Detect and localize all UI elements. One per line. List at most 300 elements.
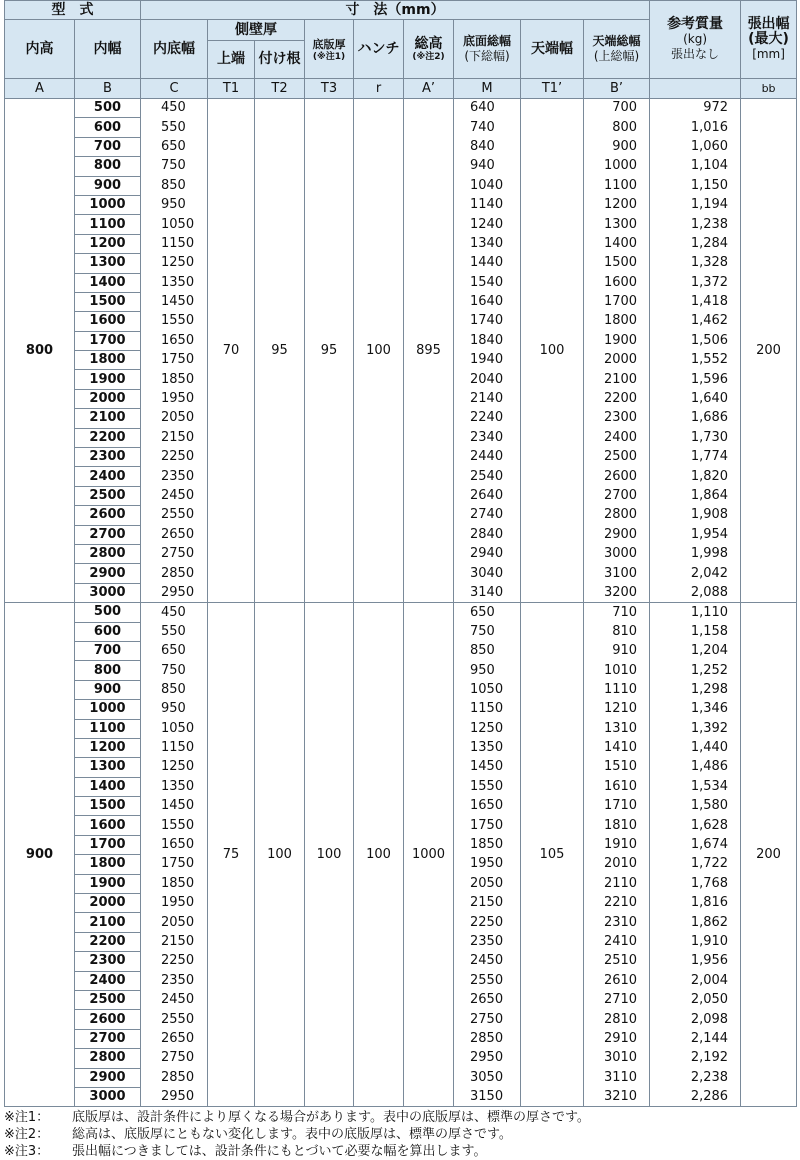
cell-bottom-total-width: 940 [454,157,521,176]
cell-inner-width: 2400 [75,467,141,486]
cell-inner-bottom-width: 1050 [141,719,208,738]
header-overhang [741,1,797,79]
table-row [5,603,797,622]
cell-inner-bottom-width: 1950 [141,389,208,408]
cell-top-total-width: 710 [584,603,650,622]
cell-bottom-total-width: 2740 [454,506,521,525]
cell-mass: 1,954 [650,525,741,544]
cell-inner-width: 1300 [75,254,141,273]
cell-bottom-total-width: 1540 [454,273,521,292]
cell-inner-bottom-width: 2250 [141,952,208,971]
cell-top-total-width: 2100 [584,370,650,389]
cell-bottom-total-width: 2940 [454,544,521,563]
cell-top-total-width: 2910 [584,1029,650,1048]
cell-mass: 1,956 [650,952,741,971]
cell-haunch: 100 [354,603,404,1107]
cell-inner-bottom-width: 2950 [141,583,208,602]
cell-bottom-total-width: 2350 [454,932,521,951]
cell-bottom-total-width: 3150 [454,1087,521,1106]
cell-bottom-total-width: 2240 [454,409,521,428]
cell-inner-width: 2600 [75,1010,141,1029]
cell-top-total-width: 810 [584,622,650,641]
note-3-text: 張出幅につきましては、設計条件にもとづいて必要な幅を算出します。 [72,1144,487,1160]
cell-mass: 1,158 [650,622,741,641]
cell-mass: 972 [650,99,741,118]
cell-bottom-total-width: 2450 [454,952,521,971]
cell-top-total-width: 2210 [584,894,650,913]
cell-mass: 1,628 [650,816,741,835]
note-3-label: ※注3： [4,1144,50,1160]
cell-inner-width: 1600 [75,312,141,331]
cell-inner-width: 1100 [75,215,141,234]
cell-inner-width: 2300 [75,952,141,971]
cell-inner-bottom-width: 650 [141,137,208,156]
header-dimensions: 寸 法（mm） [141,1,650,20]
cell-bottom-total-width: 1950 [454,855,521,874]
cell-inner-bottom-width: 1450 [141,797,208,816]
cell-inner-bottom-width: 2450 [141,486,208,505]
cell-bottom-total-width: 2840 [454,525,521,544]
cell-inner-width: 1500 [75,797,141,816]
cell-inner-bottom-width: 2550 [141,506,208,525]
cell-inner-width: 800 [75,157,141,176]
cell-bottom-total-width: 1850 [454,835,521,854]
header-bottom-total-width-label: 底面総幅 [462,34,511,48]
cell-inner-bottom-width: 1350 [141,777,208,796]
cell-bottom-total-width: 950 [454,661,521,680]
cell-inner-bottom-width: 2250 [141,448,208,467]
cell-bottom-total-width: 3140 [454,583,521,602]
cell-haunch: 100 [354,99,404,603]
cell-inner-width: 1700 [75,835,141,854]
cell-inner-bottom-width: 1750 [141,855,208,874]
cell-mass: 1,104 [650,157,741,176]
cell-top-width: 100 [521,99,584,603]
header-bottom-total-width-sub: (下総幅) [464,49,510,63]
cell-bottom-total-width: 740 [454,118,521,137]
table-body [5,99,797,1107]
cell-inner-bottom-width: 550 [141,118,208,137]
cell-mass: 1,674 [650,835,741,854]
cell-bottom-total-width: 2640 [454,486,521,505]
cell-mass: 1,418 [650,292,741,311]
cell-mass: 1,204 [650,641,741,660]
cell-top-total-width: 1400 [584,234,650,253]
header-mass-unit: (kg) [683,32,708,46]
header-total-height-label: 総高 [414,35,443,52]
sym-mass-blank [650,79,741,99]
cell-top-total-width: 3000 [584,544,650,563]
cell-inner-bottom-width: 1350 [141,273,208,292]
cell-inner-width: 500 [75,99,141,118]
cell-top-total-width: 2600 [584,467,650,486]
cell-inner-width: 2500 [75,486,141,505]
cell-bottom-total-width: 2040 [454,370,521,389]
cell-inner-bottom-width: 1950 [141,894,208,913]
cell-top-total-width: 2500 [584,448,650,467]
cell-inner-width: 1500 [75,292,141,311]
cell-inner-width: 2600 [75,506,141,525]
header-overhang-sub: (最大) [748,31,789,47]
cell-mass: 1,910 [650,932,741,951]
cell-inner-bottom-width: 1450 [141,292,208,311]
cell-inner-bottom-width: 2650 [141,1029,208,1048]
cell-mass: 1,328 [650,254,741,273]
cell-bottom-total-width: 1450 [454,758,521,777]
cell-mass: 1,862 [650,913,741,932]
cell-inner-width: 2800 [75,1049,141,1068]
cell-mass: 1,864 [650,486,741,505]
cell-mass: 1,016 [650,118,741,137]
cell-top-total-width: 2510 [584,952,650,971]
header-root: 付け根 [255,41,305,79]
cell-inner-width: 1800 [75,351,141,370]
cell-mass: 1,110 [650,603,741,622]
notes [4,1109,796,1160]
sym-T3: T3 [305,79,354,99]
cell-T2: 95 [255,99,305,603]
cell-mass: 1,686 [650,409,741,428]
cell-mass: 1,722 [650,855,741,874]
cell-inner-width: 700 [75,137,141,156]
cell-inner-bottom-width: 1050 [141,215,208,234]
cell-overhang-width: 200 [741,99,797,603]
cell-mass: 1,768 [650,874,741,893]
cell-inner-width: 3000 [75,1087,141,1106]
cell-T1: 70 [208,99,255,603]
cell-mass: 2,042 [650,564,741,583]
cell-top-total-width: 1210 [584,700,650,719]
header-haunch: ハンチ [354,20,404,79]
cell-inner-bottom-width: 950 [141,195,208,214]
cell-T1: 75 [208,603,255,1107]
cell-bottom-total-width: 2750 [454,1010,521,1029]
cell-mass: 1,908 [650,506,741,525]
cell-inner-width: 2300 [75,448,141,467]
cell-mass: 1,252 [650,661,741,680]
header-side-wall: 側壁厚 [208,20,305,41]
cell-inner-width: 600 [75,622,141,641]
cell-inner-bottom-width: 1250 [141,254,208,273]
header-note2-ref: (※注2) [412,51,445,62]
cell-top-total-width: 1200 [584,195,650,214]
header-mass-label: 参考質量 [667,16,724,32]
note-3 [4,1143,796,1160]
cell-bottom-total-width: 1050 [454,680,521,699]
cell-bottom-total-width: 1440 [454,254,521,273]
cell-bottom-total-width: 1350 [454,738,521,757]
cell-mass: 1,284 [650,234,741,253]
table-header [5,1,797,99]
cell-top-total-width: 3200 [584,583,650,602]
cell-inner-bottom-width: 1650 [141,835,208,854]
cell-mass: 1,392 [650,719,741,738]
cell-top-total-width: 1710 [584,797,650,816]
cell-mass: 1,298 [650,680,741,699]
cell-inner-bottom-width: 1550 [141,312,208,331]
header-bottom-total-width [454,20,521,79]
cell-bottom-total-width: 2050 [454,874,521,893]
cell-mass: 1,534 [650,777,741,796]
cell-mass: 1,596 [650,370,741,389]
cell-inner-bottom-width: 1150 [141,234,208,253]
cell-inner-width: 1900 [75,370,141,389]
cell-inner-bottom-width: 850 [141,176,208,195]
spec-table-container [4,0,796,1160]
cell-mass: 1,774 [650,448,741,467]
cell-mass: 2,144 [650,1029,741,1048]
table-row [5,99,797,118]
cell-mass: 1,346 [650,700,741,719]
cell-total-height: 895 [404,99,454,603]
cell-inner-bottom-width: 450 [141,603,208,622]
sym-B-prime: B’ [584,79,650,99]
cell-inner-width: 1900 [75,874,141,893]
dimension-table [4,0,797,1107]
cell-top-total-width: 1610 [584,777,650,796]
cell-inner-width: 2200 [75,932,141,951]
cell-inner-width: 2100 [75,913,141,932]
cell-bottom-total-width: 1340 [454,234,521,253]
cell-top-total-width: 1300 [584,215,650,234]
cell-inner-width: 2000 [75,389,141,408]
cell-inner-width: 2400 [75,971,141,990]
cell-inner-width: 2700 [75,525,141,544]
cell-inner-width: 1000 [75,700,141,719]
cell-inner-width: 1300 [75,758,141,777]
header-inner-width: 内幅 [75,20,141,79]
sym-A: A [5,79,75,99]
cell-top-total-width: 3110 [584,1068,650,1087]
cell-top-total-width: 2310 [584,913,650,932]
cell-top-total-width: 2200 [584,389,650,408]
cell-overhang-width: 200 [741,603,797,1107]
note-2-label: ※注2： [4,1127,50,1143]
header-total-height [404,20,454,79]
sym-r: r [354,79,404,99]
cell-inner-bottom-width: 1750 [141,351,208,370]
cell-inner-bottom-width: 550 [141,622,208,641]
header-top-width: 天端幅 [521,20,584,79]
cell-top-total-width: 2110 [584,874,650,893]
cell-mass: 1,580 [650,797,741,816]
cell-top-total-width: 2900 [584,525,650,544]
cell-inner-bottom-width: 1850 [141,874,208,893]
cell-inner-width: 2900 [75,1068,141,1087]
cell-inner-bottom-width: 2050 [141,913,208,932]
header-bottom-slab [305,20,354,79]
cell-inner-bottom-width: 2150 [141,428,208,447]
cell-top-total-width: 2810 [584,1010,650,1029]
header-model: 型 式 [5,1,141,20]
cell-inner-width: 2000 [75,894,141,913]
cell-T3: 95 [305,99,354,603]
cell-inner-width: 1200 [75,234,141,253]
cell-top-total-width: 1310 [584,719,650,738]
cell-inner-width: 2700 [75,1029,141,1048]
cell-bottom-total-width: 850 [454,641,521,660]
cell-mass: 1,816 [650,894,741,913]
cell-top-total-width: 910 [584,641,650,660]
cell-inner-bottom-width: 2350 [141,971,208,990]
cell-inner-width: 3000 [75,583,141,602]
cell-inner-width: 700 [75,641,141,660]
cell-inner-width: 1100 [75,719,141,738]
cell-top-total-width: 1700 [584,292,650,311]
cell-bottom-total-width: 2250 [454,913,521,932]
cell-mass: 1,462 [650,312,741,331]
cell-mass: 2,088 [650,583,741,602]
cell-top-total-width: 3100 [584,564,650,583]
cell-inner-width: 800 [75,661,141,680]
cell-inner-bottom-width: 2850 [141,1068,208,1087]
cell-inner-bottom-width: 2450 [141,990,208,1009]
cell-inner-bottom-width: 1850 [141,370,208,389]
header-top-end: 上端 [208,41,255,79]
cell-top-total-width: 1000 [584,157,650,176]
cell-bottom-total-width: 2150 [454,894,521,913]
sym-T2: T2 [255,79,305,99]
header-top-total-width [584,20,650,79]
cell-mass: 2,050 [650,990,741,1009]
cell-top-total-width: 2710 [584,990,650,1009]
cell-inner-bottom-width: 2050 [141,409,208,428]
cell-top-total-width: 2410 [584,932,650,951]
note-1-text: 底版厚は、設計条件により厚くなる場合があります。表中の底版厚は、標準の厚さです。 [72,1110,590,1126]
cell-top-total-width: 1600 [584,273,650,292]
cell-mass: 1,506 [650,331,741,350]
cell-bottom-total-width: 1240 [454,215,521,234]
cell-mass: 1,150 [650,176,741,195]
cell-inner-width: 1600 [75,816,141,835]
cell-mass: 2,286 [650,1087,741,1106]
cell-top-total-width: 2000 [584,351,650,370]
header-top-total-width-label: 天端総幅 [592,34,641,48]
header-mass [650,1,741,79]
cell-mass: 1,372 [650,273,741,292]
cell-top-total-width: 1110 [584,680,650,699]
note-2-text: 総高は、底版厚にともない変化します。表中の底版厚は、標準の厚さです。 [72,1127,512,1143]
cell-inner-bottom-width: 650 [141,641,208,660]
sym-B: B [75,79,141,99]
cell-inner-width: 2800 [75,544,141,563]
cell-inner-width: 900 [75,680,141,699]
note-1-label: ※注1： [4,1110,50,1126]
cell-inner-bottom-width: 1650 [141,331,208,350]
cell-top-total-width: 2800 [584,506,650,525]
cell-inner-bottom-width: 950 [141,700,208,719]
cell-bottom-total-width: 2550 [454,971,521,990]
header-top-total-width-sub: (上総幅) [593,49,640,63]
cell-top-total-width: 1910 [584,835,650,854]
sym-C: C [141,79,208,99]
cell-mass: 1,640 [650,389,741,408]
cell-bottom-total-width: 2650 [454,990,521,1009]
cell-inner-width: 2200 [75,428,141,447]
cell-bottom-total-width: 3040 [454,564,521,583]
cell-bottom-total-width: 1150 [454,700,521,719]
cell-inner-width: 2500 [75,990,141,1009]
cell-bottom-total-width: 750 [454,622,521,641]
cell-bottom-total-width: 2540 [454,467,521,486]
cell-inner-bottom-width: 2750 [141,544,208,563]
cell-bottom-total-width: 1250 [454,719,521,738]
note-2 [4,1126,796,1143]
cell-inner-bottom-width: 450 [141,99,208,118]
cell-inner-width: 2900 [75,564,141,583]
cell-top-total-width: 1500 [584,254,650,273]
header-note1-ref: (※注1) [312,51,346,62]
cell-inner-bottom-width: 2150 [141,932,208,951]
cell-inner-bottom-width: 2850 [141,564,208,583]
cell-mass: 1,486 [650,758,741,777]
cell-inner-height: 900 [5,603,75,1107]
header-bottom-slab-label: 底版厚 [312,37,346,51]
header-inner-height: 内高 [5,20,75,79]
cell-inner-width: 500 [75,603,141,622]
cell-top-total-width: 700 [584,99,650,118]
cell-top-total-width: 800 [584,118,650,137]
cell-inner-bottom-width: 750 [141,661,208,680]
cell-inner-bottom-width: 1150 [141,738,208,757]
cell-top-total-width: 3010 [584,1049,650,1068]
cell-inner-bottom-width: 2950 [141,1087,208,1106]
sym-M: M [454,79,521,99]
cell-mass: 1,730 [650,428,741,447]
cell-inner-bottom-width: 2350 [141,467,208,486]
cell-top-total-width: 2010 [584,855,650,874]
cell-bottom-total-width: 1040 [454,176,521,195]
cell-top-total-width: 1810 [584,816,650,835]
cell-top-total-width: 900 [584,137,650,156]
cell-mass: 1,194 [650,195,741,214]
cell-inner-bottom-width: 2550 [141,1010,208,1029]
cell-bottom-total-width: 840 [454,137,521,156]
cell-mass: 2,098 [650,1010,741,1029]
cell-mass: 1,238 [650,215,741,234]
header-inner-bottom-width: 内底幅 [141,20,208,79]
cell-mass: 1,998 [650,544,741,563]
cell-inner-width: 1400 [75,273,141,292]
cell-inner-width: 1200 [75,738,141,757]
cell-mass: 2,238 [650,1068,741,1087]
cell-bottom-total-width: 2850 [454,1029,521,1048]
cell-inner-bottom-width: 750 [141,157,208,176]
cell-inner-width: 600 [75,118,141,137]
cell-inner-width: 1400 [75,777,141,796]
cell-bottom-total-width: 2950 [454,1049,521,1068]
cell-mass: 1,440 [650,738,741,757]
cell-bottom-total-width: 2140 [454,389,521,408]
cell-inner-bottom-width: 2750 [141,1049,208,1068]
sym-A-prime: A’ [404,79,454,99]
header-overhang-label: 張出幅 [747,16,790,32]
cell-top-total-width: 1900 [584,331,650,350]
cell-bottom-total-width: 2340 [454,428,521,447]
cell-mass: 1,820 [650,467,741,486]
cell-inner-width: 2100 [75,409,141,428]
cell-bottom-total-width: 640 [454,99,521,118]
cell-bottom-total-width: 650 [454,603,521,622]
cell-mass: 1,060 [650,137,741,156]
cell-mass: 2,004 [650,971,741,990]
cell-bottom-total-width: 1840 [454,331,521,350]
cell-top-total-width: 2400 [584,428,650,447]
cell-top-total-width: 1510 [584,758,650,777]
cell-top-width: 105 [521,603,584,1107]
cell-inner-bottom-width: 1550 [141,816,208,835]
sym-bb: bb [741,79,797,99]
